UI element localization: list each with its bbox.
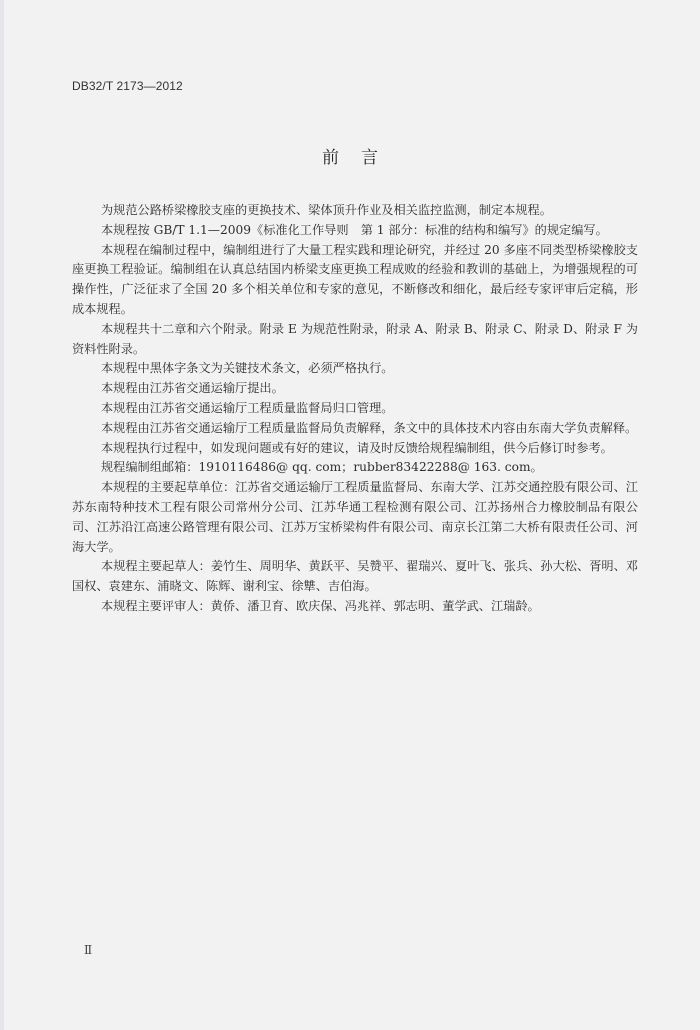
paragraph-mandatory-clauses: 本规程中黑体字条文为关键技术条文，必须严格执行。 — [101, 361, 394, 376]
paragraph-administration: 本规程由江苏省交通运输厅工程质量监督局归口管理。 — [101, 400, 394, 415]
paragraph-compilation-process: 本规程在编制过程中，编制组进行了大量工程实践和理论研究，并经过 20 多座不同类型桥梁橡胶支座更换工程验证。编制组在认真总结国内桥梁支座更换工程成败的经验和教训的基础上，为增强规程的可操作性，广泛征求了全国 20 多个相关单位和专家的意见，不断修改和细化，最后经专家评审后定稿，形成本规程。 — [72, 242, 638, 316]
page-title — [0, 143, 700, 168]
paragraph-proposer: 本规程由江苏省交通运输厅提出。 — [101, 381, 284, 396]
paragraph-structure: 本规程共十二章和六个附录。附录 E 为规范性附录，附录 A、附录 B、附录 C、附录 D、附录 F 为资料性附录。 — [72, 321, 638, 356]
paragraph-reviewers: 本规程主要评审人：黄侨、潘卫育、欧庆保、冯兆祥、郭志明、董学武、江瑞龄。 — [101, 598, 540, 613]
foreword-body — [72, 201, 638, 617]
paragraph-feedback: 本规程执行过程中，如发现问题或有好的建议，请及时反馈给规程编制组，供今后修订时参考。 — [101, 440, 613, 455]
paragraph-drafting-rules: 本规程按 GB/T 1.1—2009《标准化工作导则 第 1 部分：标准的结构和编写》的规定编写。 — [101, 222, 608, 237]
paragraph-drafters: 本规程主要起草人：姜竹生、周明华、黄跃平、吴赞平、翟瑞兴、夏叶飞、张兵、孙大松、胥明、邓国权、袁建东、浦晓文、陈辉、谢利宝、徐犨、吉伯海。 — [72, 559, 638, 594]
paragraph-drafting-units: 本规程的主要起草单位：江苏省交通运输厅工程质量监督局、东南大学、江苏交通控股有限公司、江苏东南特种技术工程有限公司常州分公司、江苏华通工程检测有限公司、江苏扬州合力橡胶制品有限公司、江苏沿江高速公路管理有限公司、江苏万宝桥梁构件有限公司、南京长江第二大桥有限责任公司、河海大学。 — [72, 480, 638, 554]
document-code: DB32/T 2173—2012 — [72, 79, 183, 93]
page-number: Ⅱ — [84, 943, 93, 957]
paragraph-email: 规程编制组邮箱：1910116486@ qq. com；rubber83422288@ 163. com。 — [101, 460, 543, 475]
title-char-1: 前 — [322, 148, 339, 168]
title-char-2: 言 — [361, 148, 378, 168]
paragraph-purpose: 为规范公路桥梁橡胶支座的更换技术、梁体顶升作业及相关监控监测，制定本规程。 — [101, 203, 552, 217]
paragraph-interpretation: 本规程由江苏省交通运输厅工程质量监督局负责解释，条文中的具体技术内容由东南大学负责解释。 — [101, 420, 638, 435]
